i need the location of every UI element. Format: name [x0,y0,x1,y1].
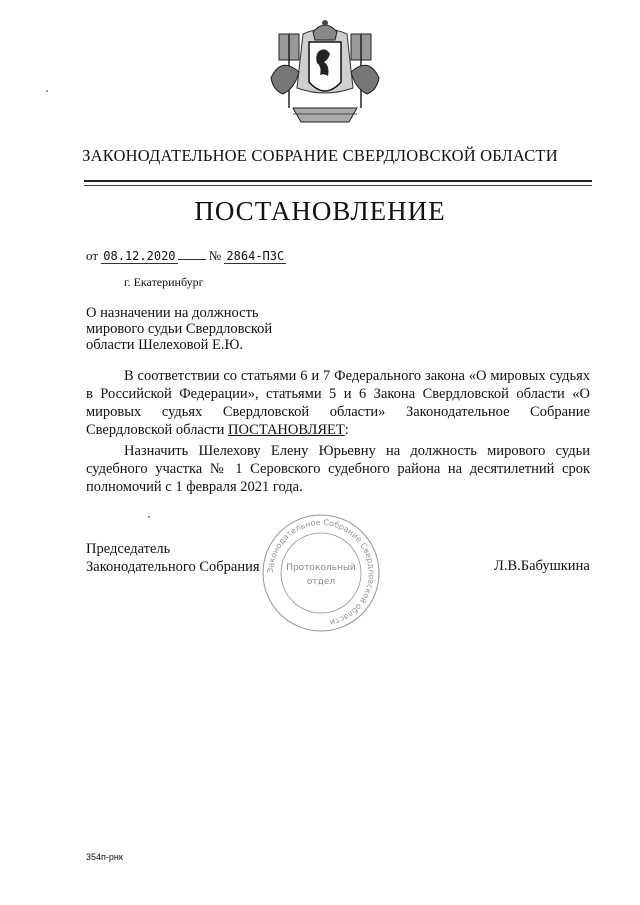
date-underline [178,259,206,260]
stamp-ring-text: Законодательное Собрание Свердловской области [265,517,377,628]
body-paragraph-resolution: Назначить Шелехову Елену Юрьевну на должность мирового судьи судебного участка № 1 Серовского судебного района на десятилетний срок полномочий с 1 февраля 2021 года. [86,443,590,495]
document-date: 08.12.2020 [103,249,176,263]
scan-speck [148,516,150,518]
resolves-keyword: ПОСТАНОВЛЯЕТ [228,422,345,438]
basis-text: В соответствии со статьями 6 и 7 Федерального закона «О мировых судьях в Российской Федерации», статьями 5 и 6 Закона Свердловской области «О мировых судьях Свердловской области» Законодательное Собрание Свердловской области [86,368,590,438]
subject-line: области Шелеховой Е.Ю. [86,337,243,353]
subject-line: мирового судьи Свердловской [86,321,273,337]
city: г. Екатеринбург [124,275,204,289]
document-number: 2864-ПЗС [226,249,285,263]
coat-of-arms-emblem [263,18,387,130]
signatory-title-line: Законодательного Собрания [86,559,260,575]
date-number-line [86,248,286,264]
stamp-center-line: отдел [306,577,336,587]
official-stamp [258,510,384,636]
signatory-name: Л.В.Бабушкина [494,558,590,574]
date-prefix: от [86,248,99,263]
document-subject [86,305,272,353]
signatory-title [86,540,260,576]
header-rule-thin [84,185,592,186]
subject-line: О назначении на должность [86,305,259,321]
footer-code: 354п-рнк [86,852,123,862]
stamp-center-line: Протокольный [286,563,356,573]
header-rule-thick [84,180,592,182]
basis-colon: : [344,422,349,438]
document-title: ПОСТАНОВЛЕНИЕ [194,196,446,226]
number-prefix: № [208,248,222,263]
signatory-title-line: Председатель [86,541,171,557]
scan-speck [46,90,48,92]
body-paragraph-basis [86,367,590,439]
organization-name: ЗАКОНОДАТЕЛЬНОЕ СОБРАНИЕ СВЕРДЛОВСКОЙ ОБЛАСТИ [82,146,558,165]
